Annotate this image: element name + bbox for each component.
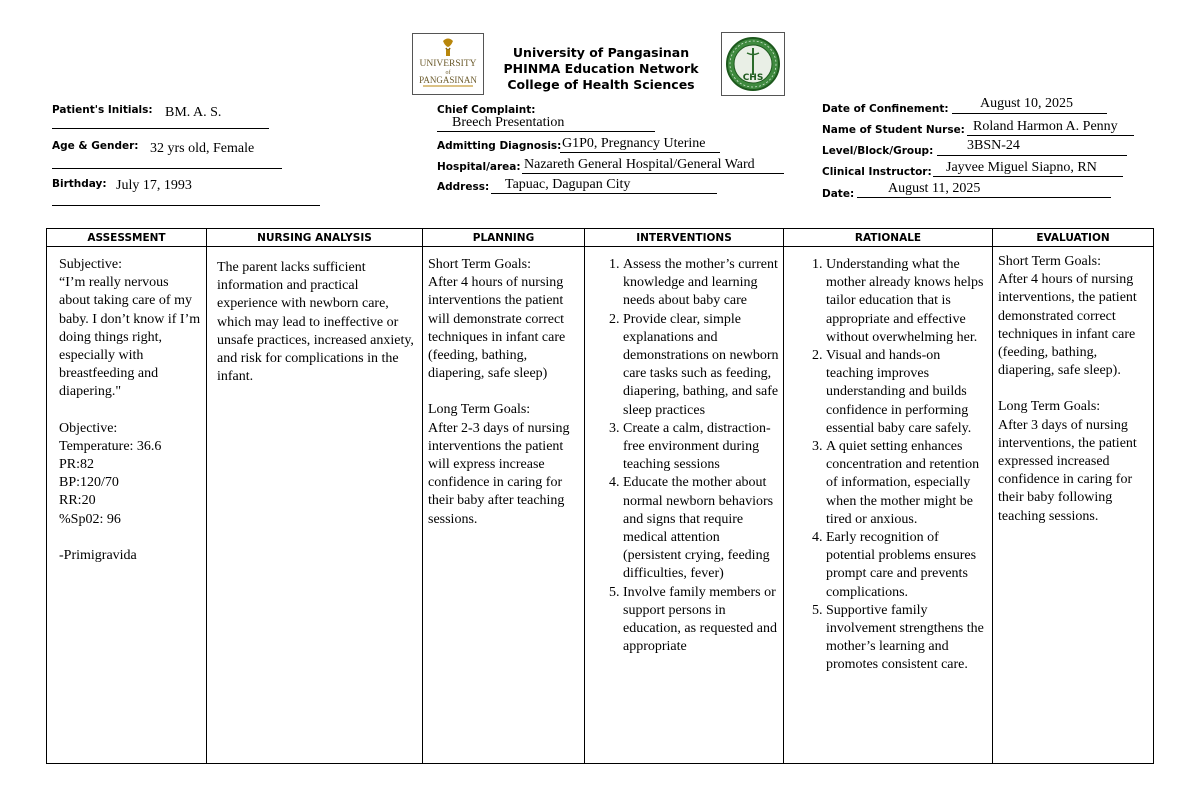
table-header-row	[47, 229, 1154, 247]
evaluation-long-label: Long Term Goals:	[998, 399, 1101, 415]
student-nurse-underline	[967, 135, 1134, 136]
institution-title	[490, 45, 712, 93]
rationale-cell	[784, 247, 993, 764]
header-interventions: INTERVENTIONS	[585, 229, 784, 247]
address-value: Tapuac, Dagupan City	[505, 177, 631, 192]
initials-value: BM. A. S.	[165, 105, 222, 120]
date-value: August 11, 2025	[888, 181, 981, 196]
nursing-care-plan-table	[46, 228, 1154, 764]
instructor-value: Jayvee Miguel Siapno, RN	[946, 160, 1097, 175]
student-nurse-label: Name of Student Nurse:	[822, 124, 965, 136]
interventions-cell	[585, 247, 784, 764]
hospital-area-value: Nazareth General Hospital/General Ward	[524, 157, 755, 172]
level-label: Level/Block/Group:	[822, 145, 934, 157]
objective-label: Objective:	[59, 420, 118, 436]
birthday-label: Birthday:	[52, 178, 107, 190]
assessment-cell	[47, 247, 207, 764]
interventions-list	[585, 247, 783, 656]
nursing-analysis-cell	[207, 247, 423, 764]
header-rationale: RATIONALE	[784, 229, 993, 247]
vital-bp: BP:120/70	[59, 475, 119, 491]
list-item: 2. Visual and hands-on teaching improves understanding and builds confidence in performing essential baby care safely.	[826, 347, 988, 438]
chs-seal-icon	[722, 33, 784, 95]
logo-text-chs: CHS	[742, 73, 764, 83]
rationale-list	[784, 247, 992, 675]
admitting-diagnosis-label: Admitting Diagnosis:	[437, 140, 562, 152]
chief-complaint-label: Chief Complaint:	[437, 104, 536, 116]
header-evaluation: EVALUATION	[993, 229, 1154, 247]
vital-rr: RR:20	[59, 493, 96, 509]
logo-text-university: UNIVERSITY	[419, 59, 477, 69]
chief-complaint-value: Breech Presentation	[452, 115, 565, 130]
planning-short-label: Short Term Goals:	[428, 257, 531, 272]
age-gender-underline	[52, 168, 282, 169]
planning-long-label: Long Term Goals:	[428, 402, 531, 418]
date-confinement-label: Date of Confinement:	[822, 103, 949, 115]
hospital-area-underline	[522, 173, 784, 174]
university-logo	[412, 33, 484, 95]
hospital-area-label: Hospital/area:	[437, 161, 521, 173]
vital-temperature: Temperature: 36.6	[59, 438, 162, 454]
header-assessment: ASSESSMENT	[47, 229, 207, 247]
table-row	[47, 247, 1154, 764]
chs-logo	[721, 32, 785, 96]
university-name: University of Pangasinan	[512, 45, 690, 60]
header-nursing-analysis: NURSING ANALYSIS	[207, 229, 423, 247]
address-label: Address:	[437, 181, 490, 193]
list-item: 3. A quiet setting enhances concentration and retention of information, especially when the mother might be tired or anxious.	[826, 438, 988, 529]
subjective-quote: “I’m really nervous about taking care of my baby. I don’t know if I’m doing things right, especially with breastfeeding and diapering."	[59, 275, 201, 400]
evaluation-cell	[993, 247, 1154, 764]
admitting-diagnosis-underline	[560, 152, 720, 153]
logo-text-pangasinan: PANGASINAN	[419, 75, 477, 85]
student-nurse-value: Roland Harmon A. Penny	[973, 119, 1118, 134]
subjective-label: Subjective:	[59, 257, 122, 272]
list-item: 5. Involve family members or support persons in education, as requested and appropriate	[623, 584, 779, 657]
date-confinement-value: August 10, 2025	[980, 96, 1073, 111]
list-item: 5. Supportive family involvement strengthens the mother’s learning and promotes consistent care.	[826, 602, 988, 675]
date-label: Date:	[822, 188, 855, 200]
evaluation-long-text: After 3 days of nursing interventions, the patient expressed increased confidence in caring for their baby following teaching sessions.	[998, 417, 1137, 524]
age-gender-value: 32 yrs old, Female	[150, 141, 255, 156]
birthday-value: July 17, 1993	[116, 178, 192, 193]
list-item: 2. Provide clear, simple explanations and demonstrations on newborn care tasks such as feeding, diapering, bathing, and safe sleep practices	[623, 311, 779, 420]
birthday-underline	[52, 205, 320, 206]
evaluation-short-text: After 4 hours of nursing interventions, the patient demonstrated correct techniques in infant care (feeding, bathing, diapering, safe sleep).	[998, 272, 1137, 379]
level-underline	[937, 155, 1127, 156]
nursing-analysis-text: The parent lacks sufficient information and practical experience with newborn care, which may lead to ineffective or unsafe practices, increased anxiety, and risk for complications in the infant.	[217, 260, 414, 385]
planning-cell	[423, 247, 585, 764]
list-item: 1. Understanding what the mother already knows helps tailor education that is appropriate and effective without overwhelming her.	[826, 256, 988, 347]
admitting-diagnosis-value: G1P0, Pregnancy Uterine	[562, 136, 706, 151]
vital-pr: PR:82	[59, 457, 95, 473]
list-item: 4. Educate the mother about normal newborn behaviors and signs that require medical attention (persistent crying, feeding difficulties, fever)	[623, 474, 779, 583]
list-item: 3. Create a calm, distraction-free environment during teaching sessions	[623, 420, 779, 475]
evaluation-short-label: Short Term Goals:	[998, 254, 1101, 269]
initials-label: Patient's Initials:	[52, 104, 153, 116]
list-item: 4. Early recognition of potential problems ensures prompt care and prevents complications.	[826, 529, 988, 602]
planning-short-text: After 4 hours of nursing interventions the patient will demonstrate correct techniques in infant care (feeding, bathing, diapering, safe sleep)	[428, 275, 566, 382]
level-value: 3BSN-24	[967, 138, 1020, 153]
age-gender-label: Age & Gender:	[52, 140, 139, 152]
header-planning: PLANNING	[423, 229, 585, 247]
logo-text-of: of	[445, 70, 451, 76]
network-name: PHINMA Education Network	[503, 61, 699, 76]
initials-underline	[52, 128, 269, 129]
date-underline	[857, 197, 1111, 198]
college-name: College of Health Sciences	[507, 77, 695, 92]
date-confinement-underline	[952, 113, 1107, 114]
chief-complaint-underline	[437, 131, 655, 132]
planning-long-text: After 2-3 days of nursing interventions the patient will express increase confidence in caring for their baby after teaching sessions.	[428, 420, 570, 527]
list-item: 1. Assess the mother’s current knowledge and learning needs about baby care	[623, 256, 779, 311]
university-seal-icon	[413, 34, 483, 94]
assessment-note: -Primigravida	[59, 547, 137, 563]
instructor-label: Clinical Instructor:	[822, 166, 932, 178]
address-underline	[491, 193, 717, 194]
instructor-underline	[933, 176, 1123, 177]
vital-spo2: %Sp02: 96	[59, 511, 121, 527]
